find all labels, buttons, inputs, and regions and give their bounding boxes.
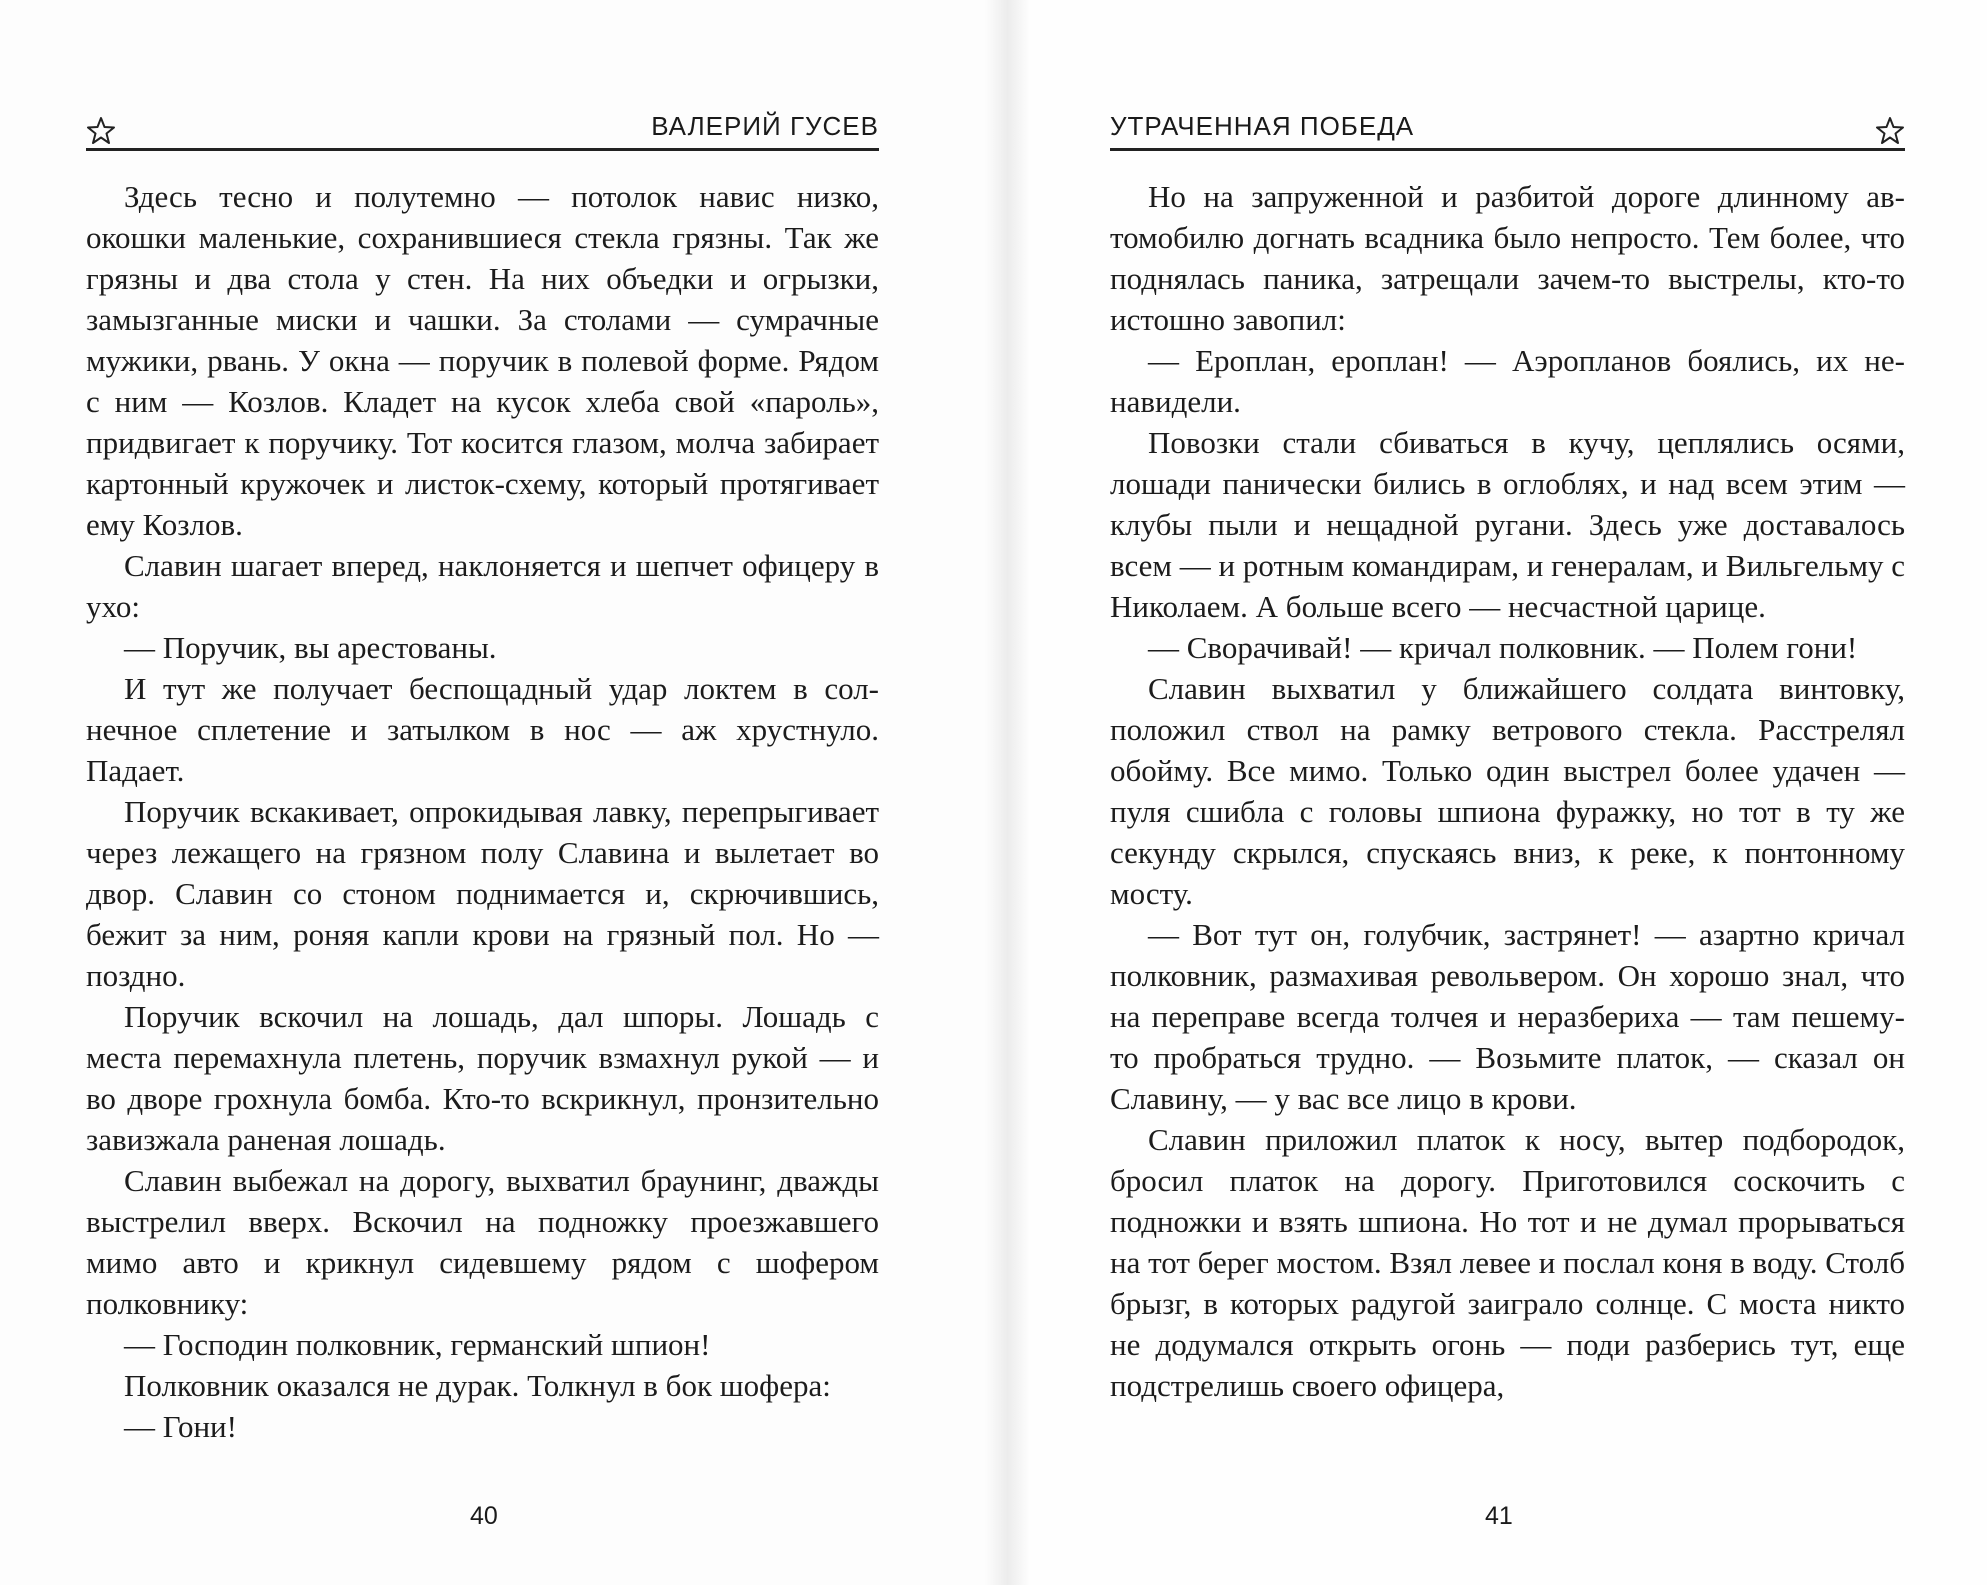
running-title-book: УТРАЧЕННАЯ ПОБЕДА <box>1110 111 1415 141</box>
paragraph: Здесь тесно и полутемно — потолок навис низко, окошки маленькие, сохранившиеся стекла грязны. Так же грязны и два стола у стен. На них объедки и огрызки, замызганные миски и чашки. За столами — сумрачные мужики, рвань. У окна — поручик в полевой форме. Рядом с ним — Козлов. Кладет на кусок хлеба свой «пароль», придвигает к поручику. Тот косится глазом, молча забирает картонный кружочек и листок-схему, который протягивает ему Козлов. <box>86 179 879 542</box>
paragraph: — Ероплан, ероплан! — Аэропланов боялись, их ненавидели. <box>1110 343 1905 419</box>
paragraph: Славин приложил платок к носу, вытер подбородок, бросил платок на дорогу. Приготовился соскочить с подножки и взять шпиона. Но тот и не думал прорываться на тот берег мостом. Взял левее и послал коня в воду. Столб брызг, в которых радугой заиграло солнце. С моста никто не додумался открыть огонь — поди разберись тут, еще подстрелишь своего офицера, <box>1110 1122 1905 1403</box>
paragraph: Славин выбежал на дорогу, выхватил браунинг, дважды выстрелил вверх. Вскочил на подножку проезжавшего мимо авто и крикнул сидевшему рядом с шофером полковнику: <box>86 1163 879 1321</box>
paragraph: — Гони! <box>124 1409 237 1444</box>
paragraph: Полковник оказался не дурак. Толкнул в бок шофера: <box>124 1368 831 1403</box>
paragraph: Славин шагает вперед, наклоняется и шепчет офицеру в ухо: <box>86 548 879 624</box>
page-number-left: 40 <box>470 1502 498 1530</box>
paragraph: — Вот тут он, голубчик, застрянет! — азартно кричал полковник, размахивая револьвером. Он хорошо знал, что на переправе всегда толчея и неразбериха — там пешему-то пробраться трудно. — Возьмите платок, — сказал он Славину, — у вас все лицо в крови. <box>1110 917 1905 1116</box>
right-page <box>1030 0 1987 1585</box>
paragraph: — Сворачивай! — кричал полковник. — Полем гони! <box>1148 630 1858 665</box>
paragraph: Славин выхватил у ближайшего солдата винтовку, положил ствол на рамку ветрового стекла. Расстрелял обойму. Все мимо. Только один выстрел более удачен — пуля сшибла с головы шпиона фуражку, но тот в ту же секунду скрылся, спускаясь вниз, к реке, к понтонному мосту. <box>1110 671 1905 911</box>
paragraph: Повозки стали сбиваться в кучу, цеплялись осями, лошади панически бились в оглоблях, и над всем этим — клубы пыли и нещадной ругани. Здесь уже доставалось всем — и ротным командирам, и генералам, и Вильгельму с Николаем. А больше всего — несчастной царице. <box>1110 425 1905 624</box>
running-title-author: ВАЛЕРИЙ ГУСЕВ <box>651 111 879 141</box>
page-number-right: 41 <box>1485 1502 1513 1530</box>
paragraph: — Господин полковник, германский шпион! <box>124 1327 711 1362</box>
left-page-text <box>86 176 879 1447</box>
book-gutter <box>985 0 1030 1585</box>
paragraph: И тут же получает беспощадный удар локтем в солнечное сплетение и затылком в нос — аж хрустнуло. Падает. <box>86 671 879 788</box>
paragraph: Поручик вскакивает, опрокидывая лавку, перепрыгивает через лежащего на грязном полу Славина и вылетает во двор. Славин со стоном поднимается и, скрючившись, бежит за ним, роняя капли крови на грязный пол. Но — поздно. <box>86 794 879 993</box>
right-running-header <box>1110 112 1905 151</box>
star-outline-icon <box>86 116 116 146</box>
left-running-header <box>86 112 879 151</box>
left-page <box>0 0 985 1585</box>
paragraph: Но на запруженной и разбитой дороге длинному автомобилю догнать всадника было непросто. Тем более, что поднялась паника, затрещали зачем-то выстрелы, кто-то истошно завопил: <box>1110 179 1905 337</box>
star-outline-icon <box>1875 116 1905 146</box>
paragraph: — Поручик, вы арестованы. <box>124 630 497 665</box>
paragraph: Поручик вскочил на лошадь, дал шпоры. Лошадь с места перемахнула плетень, поручик взмахнул рукой — и во дворе грохнула бомба. Кто-то вскрикнул, пронзительно завизжала раненая лошадь. <box>86 999 879 1157</box>
right-page-text <box>1110 176 1905 1406</box>
